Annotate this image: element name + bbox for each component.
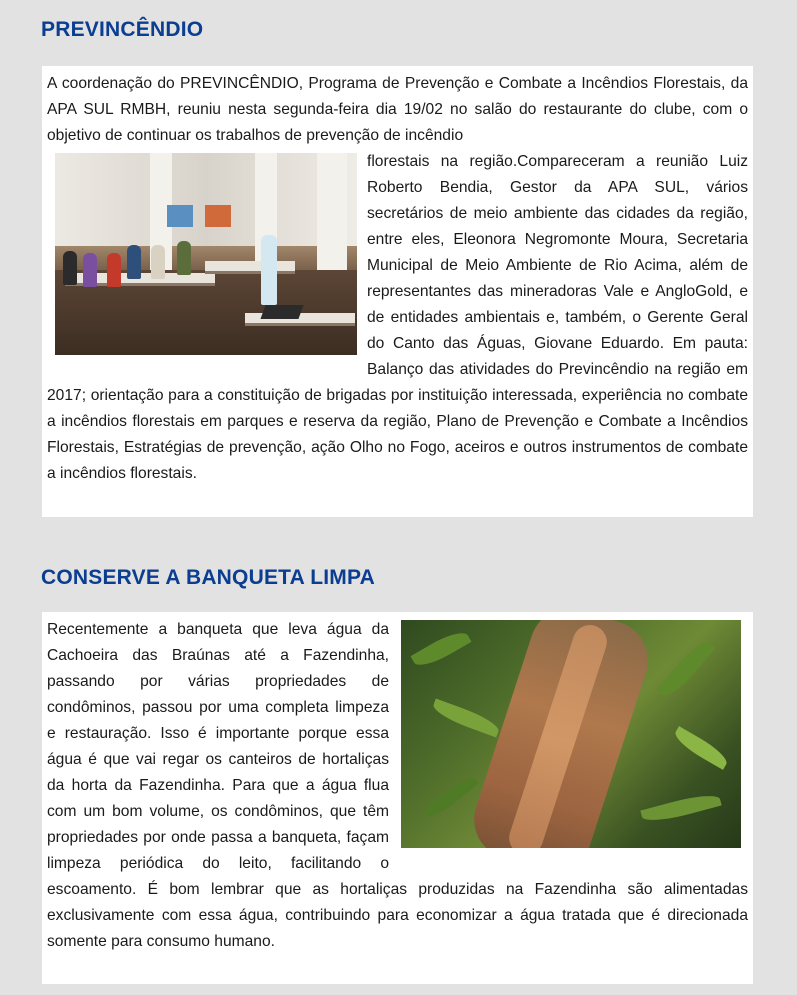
section-title-previncendio: PREVINCÊNDIO bbox=[41, 18, 204, 41]
article-card-banqueta bbox=[42, 612, 753, 984]
article-card-previncendio bbox=[42, 66, 753, 517]
article-text-banqueta: Recentemente a banqueta que leva água da Cachoeira das Braúnas até a Fazendinha, passando por várias propriedades de condôminos, passou por uma completa limpeza e restauração. Isso é importante porque essa água é que vai regar os canteiros de hortaliças da horta da Fazendinha. Para que a água flua com um bom volume, os condôminos, que têm propriedades por onde passa a banqueta, façam limpeza periódica do leito, facilitando o escoamento. É bom lembrar que as hortaliças produzidas na Fazendinha são alimentadas exclusivamente com essa água, contribuindo para economizar a água tratada que é direcionada somente para consumo humano. bbox=[47, 621, 748, 950]
section-title-banqueta: CONSERVE A BANQUETA LIMPA bbox=[41, 566, 376, 589]
article-text-intro: A coordenação do PREVINCÊNDIO, Programa de Prevenção e Combate a Incêndios Florestais, da APA SUL RMBH, reuniu nesta segunda-feira dia 19/02 no salão do restaurante do clube, com o objetivo de continuar os trabalhos de prevenção de incêndio bbox=[47, 75, 748, 144]
meeting-photo bbox=[55, 153, 357, 355]
water-channel-photo bbox=[401, 620, 741, 848]
article-text-body: florestais na região.Compareceram a reunião Luiz Roberto Bendia, Gestor da APA SUL, vários secretários de meio ambiente das cidades da região, entre eles, Eleonora Negromonte Moura, Secretaria Municipal de Meio Ambiente de Rio Acima, além de representantes das mineradoras Vale e AngloGold, e de entidades ambientais e, também, o Gerente Geral do Canto das Águas, Giovane Eduardo. Em pauta: Balanço das atividades do Previncêndio na região em 2017; orientação para a constituição de brigadas por instituição interessada, experiência no combate a incêndios florestais em parques e reserva da região, Plano de Prevenção e Combate a Incêndios Florestais, Estratégias de prevenção, ação Olho no Fogo, aceiros e outros instrumentos de combate a incêndios florestais. bbox=[47, 153, 748, 482]
